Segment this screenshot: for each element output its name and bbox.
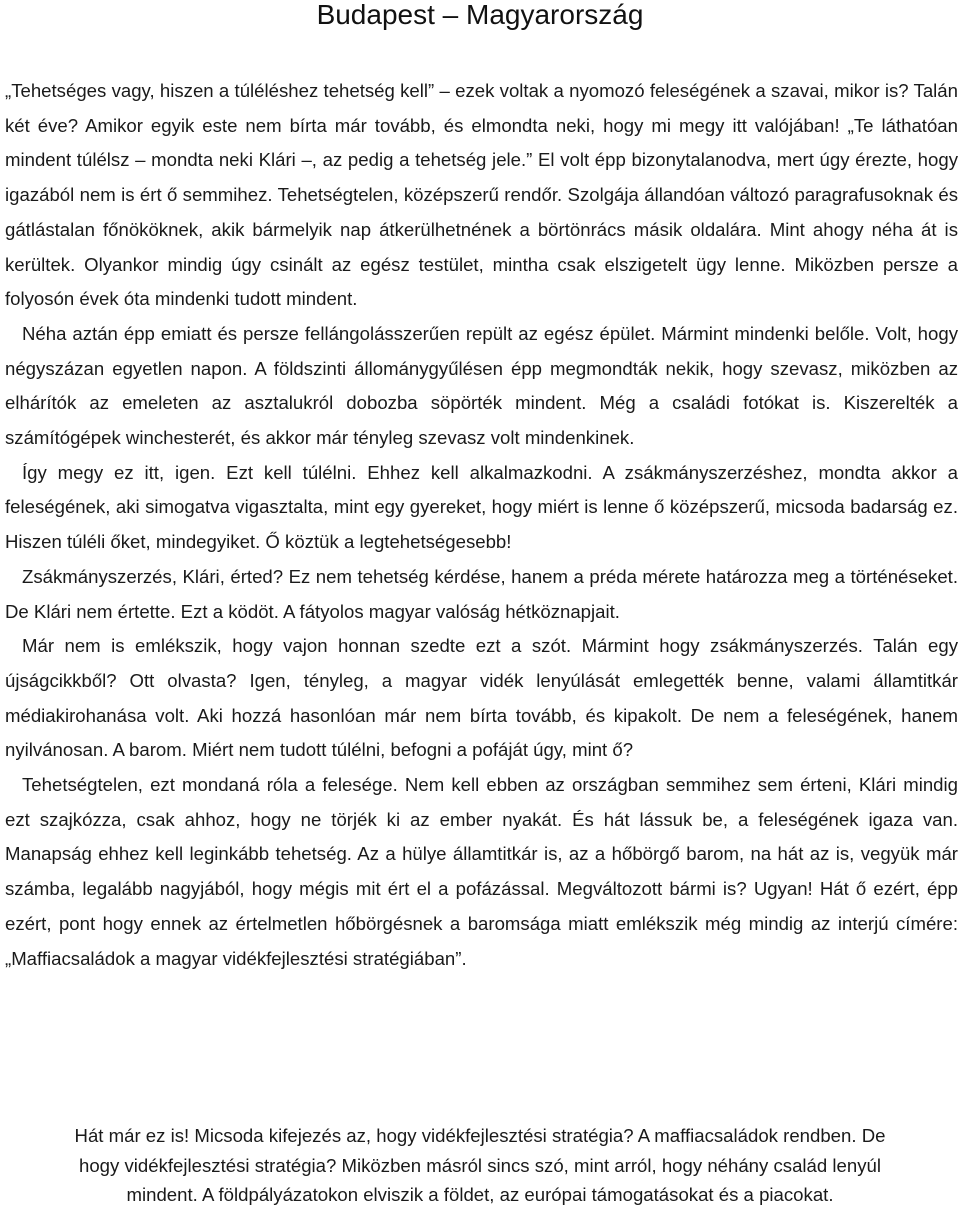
paragraph: Néha aztán épp emiatt és persze fellángolásszerűen repült az egész épület. Mármint mindenki belőle. Volt, hogy négyszázan egyetlen napon. A földszinti állománygyűlésen épp megmondták nekik, hogy szevasz, miközben az elhárítók az emeleten az asztalukról dobozba söpörték mindent. Még a családi fotókat is. Kiszerelték a számítógépek winchesterét, és akkor már tényleg szevasz volt mindenkinek. xyxy=(5,322,958,449)
article-body xyxy=(5,74,958,976)
paragraph: Zsákmányszerzés, Klári, érted? Ez nem tehetség kérdése, hanem a préda mérete határozza meg a történéseket. De Klári nem értette. Ezt a ködöt. A fátyolos magyar valóság hétköznapjait. xyxy=(5,565,958,622)
paragraph: Így megy ez itt, igen. Ezt kell túlélni. Ehhez kell alkalmazkodni. A zsákmányszerzéshez, mondta akkor a feleségének, aki simogatva vigasztalta, mint egy gyereket, hogy miért is lenne ő középszerű, micsoda badarság ez. Hiszen túléli őket, mindegyiket. Ő köztük a legtehetségesebb! xyxy=(5,461,958,553)
paragraph: Tehetségtelen, ezt mondaná róla a felesége. Nem kell ebben az országban semmihez sem érteni, Klári mindig ezt szajkózza, csak ahhoz, hogy ne törjék ki az ember nyakát. És hát lássuk be, a feleségének igaza van. Manapság ehhez kell leginkább tehetség. Az a hülye államtitkár is, az a hőbörgő barom, na hát az is, vegyük már számba, legalább nagyjából, hogy mégis mit ért el a pofázással. Megváltozott bármi is? Ugyan! Hát ő ezért, épp ezért, pont hogy ennek az értelmetlen hőbörgésnek a baromsága miatt emlékszik még mindig az interjú címére: „Maffiacsaládok a magyar vidékfejlesztési stratégiában”. xyxy=(5,774,958,969)
closing-paragraph xyxy=(0,1121,960,1210)
closing-line: mindent. A földpályázatokon elviszik a földet, az európai támogatásokat és a piacokat. xyxy=(126,1184,834,1205)
paragraph: Már nem is emlékszik, hogy vajon honnan szedte ezt a szót. Mármint hogy zsákmányszerzés. Talán egy újságcikkből? Ott olvasta? Igen, tényleg, a magyar vidék lenyúlását emlegették benne, valami államtitkár médiakirohanása volt. Aki hozzá hasonlóan már nem bírta tovább, és kipakolt. De nem a feleségének, hanem nyilvánosan. A barom. Miért nem tudott túlélni, befogni a pofáját úgy, mint ő? xyxy=(5,635,958,761)
page-title: Budapest – Magyarország xyxy=(316,0,644,30)
paragraph: „Tehetséges vagy, hiszen a túléléshez tehetség kell” – ezek voltak a nyomozó feleségének a szavai, mikor is? Talán két éve? Amikor egyik este nem bírta már tovább, és elmondta neki, hogy mi megy itt valójában! „Te láthatóan mindent túlélsz – mondta neki Klári –, az pedig a tehetség jele.” El volt épp bizonytalanodva, mert úgy érezte, hogy igazából nem is ért ő semmihez. Tehetségtelen, középszerű rendőr. Szolgája állandóan változó paragrafusoknak és gátlástalan főnököknek, akik bármelyik nap átkerülhetnének a börtönrács másik oldalára. Mint ahogy néha át is kerültek. Olyankor mindig úgy csinált az egész testület, mintha csak elszigetelt ügy lenne. Miközben persze a folyosón évek óta mindenki tudott mindent. xyxy=(5,80,958,310)
closing-line: Hát már ez is! Micsoda kifejezés az, hogy vidékfejlesztési stratégia? A maffiacsaládok rendben. De xyxy=(74,1125,886,1146)
closing-line: hogy vidékfejlesztési stratégia? Miközben másról sincs szó, mint arról, hogy néhány család lenyúl xyxy=(79,1154,881,1176)
